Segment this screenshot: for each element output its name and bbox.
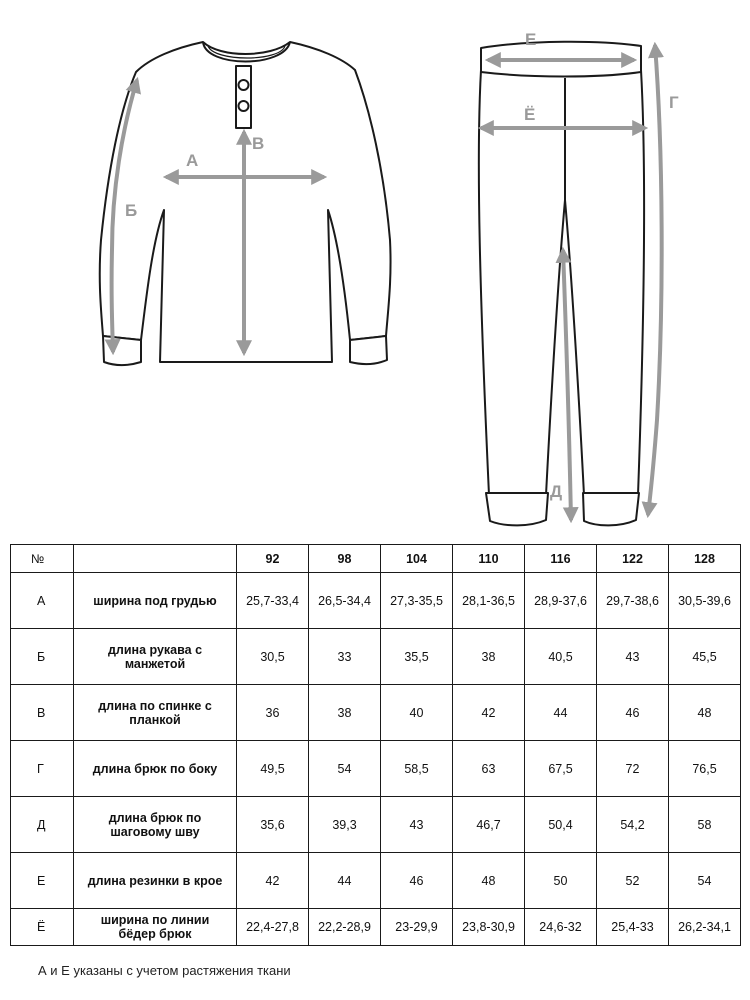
table-cell: 72 xyxy=(597,741,669,797)
row-description: длина брюк по шаговому шву xyxy=(74,797,237,853)
table-cell: 36 xyxy=(237,685,309,741)
label-g: Г xyxy=(669,93,679,112)
table-row xyxy=(11,573,741,629)
table-cell: 28,1-36,5 xyxy=(453,573,525,629)
arrow-g xyxy=(648,45,662,515)
arrow-d xyxy=(563,250,571,520)
shirt-placket xyxy=(236,66,251,128)
desc-header-cell xyxy=(74,545,237,573)
table-cell: 25,7-33,4 xyxy=(237,573,309,629)
size-header: 92 xyxy=(237,545,309,573)
size-table xyxy=(10,544,741,946)
table-cell: 38 xyxy=(453,629,525,685)
table-cell: 30,5-39,6 xyxy=(669,573,741,629)
shirt-left-cuff xyxy=(103,336,141,365)
table-cell: 27,3-35,5 xyxy=(381,573,453,629)
table-cell: 28,9-37,6 xyxy=(525,573,597,629)
table-cell: 46,7 xyxy=(453,797,525,853)
row-letter: А xyxy=(11,573,74,629)
table-cell: 25,4-33 xyxy=(597,909,669,946)
table-cell: 30,5 xyxy=(237,629,309,685)
table-cell: 44 xyxy=(309,853,381,909)
table-cell: 58 xyxy=(669,797,741,853)
table-cell: 38 xyxy=(309,685,381,741)
table-cell: 46 xyxy=(597,685,669,741)
row-letter: Б xyxy=(11,629,74,685)
table-cell: 50 xyxy=(525,853,597,909)
table-cell: 54 xyxy=(669,853,741,909)
pants-left-cuff xyxy=(486,493,548,525)
size-header: 110 xyxy=(453,545,525,573)
table-cell: 76,5 xyxy=(669,741,741,797)
pants-outline xyxy=(479,70,644,495)
table-cell: 42 xyxy=(453,685,525,741)
pants-right-cuff xyxy=(583,493,639,525)
label-yo: Ё xyxy=(524,105,536,124)
table-row xyxy=(11,685,741,741)
table-cell: 39,3 xyxy=(309,797,381,853)
table-cell: 45,5 xyxy=(669,629,741,685)
table-cell: 40,5 xyxy=(525,629,597,685)
table-cell: 29,7-38,6 xyxy=(597,573,669,629)
table-cell: 54,2 xyxy=(597,797,669,853)
table-row xyxy=(11,629,741,685)
label-a: А xyxy=(186,151,199,170)
size-header: 98 xyxy=(309,545,381,573)
table-cell: 26,2-34,1 xyxy=(669,909,741,946)
table-cell: 48 xyxy=(669,685,741,741)
size-header: 116 xyxy=(525,545,597,573)
row-letter: В xyxy=(11,685,74,741)
label-d: Д xyxy=(550,482,563,501)
table-cell: 35,5 xyxy=(381,629,453,685)
row-description: длина рукава с манжетой xyxy=(74,629,237,685)
table-cell: 54 xyxy=(309,741,381,797)
table-cell: 67,5 xyxy=(525,741,597,797)
table-header-row xyxy=(11,545,741,573)
row-description: ширина по линии бёдер брюк xyxy=(74,909,237,946)
table-cell: 43 xyxy=(597,629,669,685)
table-cell: 33 xyxy=(309,629,381,685)
table-cell: 43 xyxy=(381,797,453,853)
row-letter: Ё xyxy=(11,909,74,946)
table-cell: 35,6 xyxy=(237,797,309,853)
row-letter: Е xyxy=(11,853,74,909)
row-letter: Д xyxy=(11,797,74,853)
table-cell: 23-29,9 xyxy=(381,909,453,946)
table-cell: 24,6-32 xyxy=(525,909,597,946)
size-header: 122 xyxy=(597,545,669,573)
footnote: А и Е указаны с учетом растяжения ткани xyxy=(38,963,291,978)
table-cell: 22,2-28,9 xyxy=(309,909,381,946)
pants-drawing xyxy=(479,42,644,526)
button-icon xyxy=(239,80,249,90)
label-v: В xyxy=(252,134,265,153)
table-cell: 50,4 xyxy=(525,797,597,853)
table-cell: 23,8-30,9 xyxy=(453,909,525,946)
table-cell: 26,5-34,4 xyxy=(309,573,381,629)
row-description: ширина под грудью xyxy=(74,573,237,629)
table-cell: 63 xyxy=(453,741,525,797)
table-cell: 49,5 xyxy=(237,741,309,797)
table-cell: 52 xyxy=(597,853,669,909)
table-cell: 22,4-27,8 xyxy=(237,909,309,946)
table-row xyxy=(11,853,741,909)
size-header: 128 xyxy=(669,545,741,573)
row-description: длина брюк по боку xyxy=(74,741,237,797)
table-cell: 42 xyxy=(237,853,309,909)
row-description: длина по спинке с планкой xyxy=(74,685,237,741)
table-cell: 46 xyxy=(381,853,453,909)
table-cell: 44 xyxy=(525,685,597,741)
size-header: 104 xyxy=(381,545,453,573)
table-row xyxy=(11,909,741,946)
row-description: длина резинки в крое xyxy=(74,853,237,909)
corner-cell: № xyxy=(11,545,74,573)
table-row xyxy=(11,741,741,797)
row-letter: Г xyxy=(11,741,74,797)
table-cell: 58,5 xyxy=(381,741,453,797)
button-icon xyxy=(239,101,249,111)
shirt-right-cuff xyxy=(350,336,387,364)
table-cell: 48 xyxy=(453,853,525,909)
table-row xyxy=(11,797,741,853)
label-e: Е xyxy=(525,30,537,49)
label-b: Б xyxy=(125,201,138,220)
table-cell: 40 xyxy=(381,685,453,741)
